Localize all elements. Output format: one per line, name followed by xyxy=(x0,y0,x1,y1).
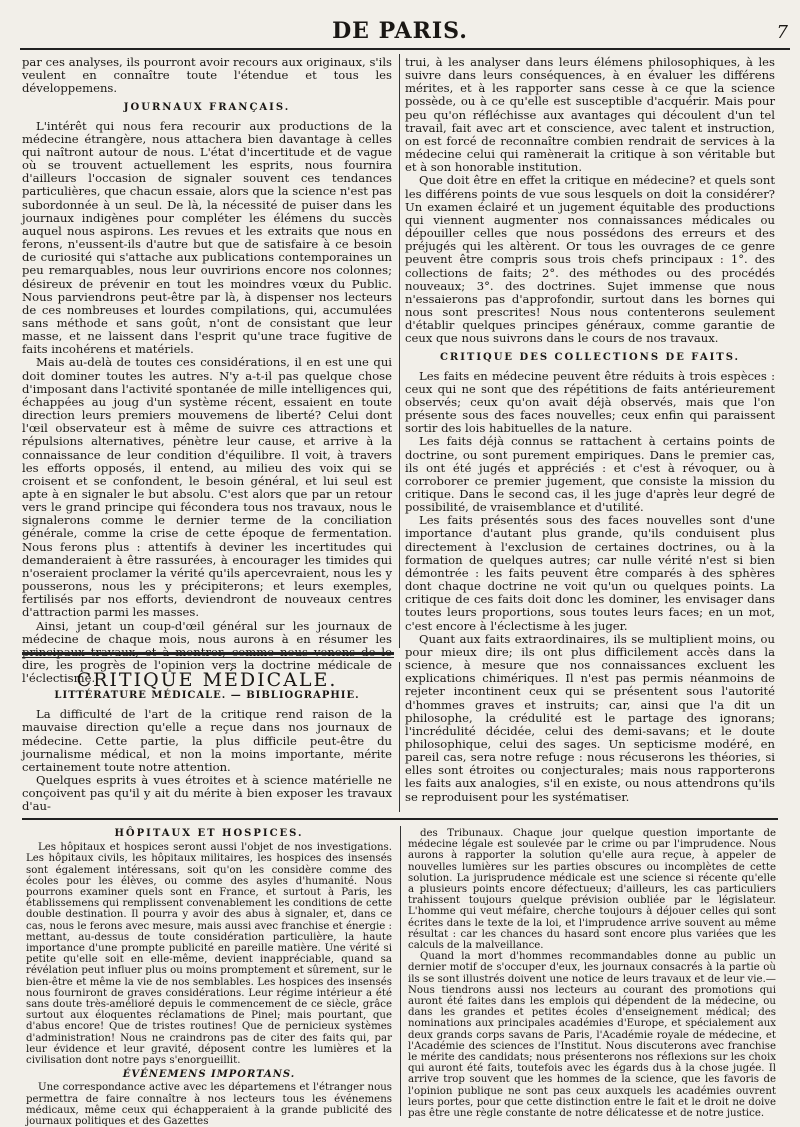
section-heading-collections: CRITIQUE DES COLLECTIONS DE FAITS. xyxy=(439,352,741,364)
bottom-section-rule xyxy=(22,818,778,820)
page-number: 7 xyxy=(776,22,788,43)
paragraph: des Tribunaux. Chaque jour quelque question importante de médecine légale est soulevée par le crime ou par l'imprudence. Nous aurons à rapporter la solution qu'elle aura reçue, à appeler de nouvelles lumières sur les parties obscures ou incomplètes de cette solution. La jurisprudence médicale est une science si récente qu'elle a plusieurs points encore défectueux; d'ailleurs, les cas particuliers trahissent toujours quelque prévision oubliée par le législateur. L'homme qui veut méfaire, cherche toujours à déjouer celles qui sont écrites dans le texte de la loi, et l'imprudence arrive souvent au même résultat : car les chances du hasard sont encore plus variées que les calculs de la malveillance. xyxy=(408,828,776,952)
paragraph: trui, à les analyser dans leurs élémens philosophiques, à les suivre dans leurs conséquences, à en évaluer les différens mérites, et à les rapporter sans cesse à ce que la science possède, ou à ce qu'elle est susceptible d'acquérir. Mais pour peu qu'on réfléchisse aux avantages qui découlent d'un tel travail, fait avec art et conscience, avec talent et instruction, on est forcé de reconnaître combien rendrait de services à la médecine celui qui ramènerait la critique à son véritable but et à son honorable institution. xyxy=(405,55,775,175)
paragraph: Les faits déjà connus se rattachent à certains points de doctrine, ou sont purement empiriques. Dans le premier cas, ils ont été jugés et appréciés : et c'est à révoquer, ou à corroborer ce premier jugement, que consiste la mission du critique. Dans le second cas, il les juge d'après leur degré de possibilité, de vraisemblance et d'utilité. xyxy=(405,434,775,515)
paragraph: La difficulté de l'art de la critique rend raison de la mauvaise direction qu'elle a reçue dans nos journaux de médecine. Cette partie, la plus difficile peut-être du journalisme médical, et non la moins importante, mérite certainement toute notre attention. xyxy=(22,707,392,774)
left-column-top xyxy=(22,55,392,691)
column-divider-lower xyxy=(399,662,400,812)
critique-subtitle: LITTÉRATURE MÉDICALE. — BIBLIOGRAPHIE. xyxy=(54,690,360,702)
paragraph: Les faits en médecine peuvent être réduits à trois espèces : ceux qui ne sont que des répétitions de faits antérieurement observés; ceux qu'on avait déjà observés, mais que l'on présente sous des faces nouvelles; ceux enfin qui paraissent sortir des lois habituelles de la nature. xyxy=(405,368,775,436)
critique-section xyxy=(22,664,392,814)
newspaper-title: DE PARIS. xyxy=(332,18,468,44)
section-heading-hopitaux: HÔPITAUX ET HOSPICES. xyxy=(114,828,304,839)
section-rule-thin xyxy=(22,657,394,658)
page-header xyxy=(0,18,800,48)
bottom-left-column xyxy=(26,826,392,1127)
paragraph: Les faits présentés sous des faces nouvelles sont d'une importance d'autant plus grande, qu'ils conduisent plus directement à l'exclusion de certaines doctrines, ou à la formation de quelques autres; car nulle vérité n'est si bien démontrée : les faits peuvent être comparés à des sphères dont chaque doctrine ne voit qu'un ou quelques points. La critique de ces faits doit donc les dominer, les envisager dans toutes leurs proportions, sous toutes leurs faces; en un mot, c'est encore à l'éclectisme à les juger. xyxy=(405,513,775,633)
right-column-top xyxy=(405,56,775,804)
column-divider xyxy=(399,54,400,648)
paragraph: Que doit être en effet la critique en médecine? et quels sont les différens points de vue sous lesquels on doit la considérer? Un examen éclairé et un jugement équitable des productions qui viennent augmenter nos connaissances médicales ou dépouiller celles que nous possédons des erreurs et des préjugés qui les altèrent. Or tous les ouvrages de ce genre peuvent être compris sous trois chefs principaux : 1°. des collections de faits; 2°. des méthodes ou des procédés nouveaux; 3°. des doctrines. Sujet immense que nous n'essaierons pas d'approfondir, surtout dans les bornes qui nous sont prescrites! Nous nous contenterons seulement d'établir quelques principes généraux, comme garantie de ceux que nous suivrons dans le cours de nos travaux. xyxy=(405,173,775,346)
paragraph: Les hôpitaux et hospices seront aussi l'objet de nos investigations. Les hôpitaux civils, les hôpitaux militaires, les hospices des insensés sont également intéressans, soit qu'on les considère comme des écoles pour les élèves, ou comme des asyles d'humanité. Nous pourrons examiner quels sont en France, et surtout à Paris, les établissemens qui remplissent convenablement les conditions de cette double destination. Il pourra y avoir des abus à signaler, et, dans ce cas, nous le ferons avec mesure, mais aussi avec franchise et énergie : mettant, au-dessus de toute considération particulière, la haute importance d'une prompte publicité en pareille matière. Une vérité si petite qu'elle soit en elle-même, devient inappréciable, quand sa révélation peut influer plus ou moins promptement et sûrement, sur le bien-être et même la vie de nos semblables. Les hospices des insensés nous fourniront de graves considérations. Leur régime intérieur a été sans doute très-amélioré depuis le commencement de ce siècle, grâce surtout aux éloquentes réclamations de Pinel; mais pourtant, que d'abus encore! Que de tristes routines! Que de pernicieux systèmes d'administration! Nous ne craindrons pas de citer des faits qui, par leur évidence et leur gravité, déposent contre les lumières et la civilisation dont notre pays s'enorgueillit. xyxy=(26,842,392,1067)
paragraph: Quant aux faits extraordinaires, ils se multiplient moins, ou pour mieux dire; ils ont plus difficilement accès dans la science, à mesure que nos connaissances excluent les explications chimériques. Il n'est pas permis néanmoins de rejeter incontinent ceux qui se présentent sous l'autorité d'hommes graves et instruits; car, ainsi que l'a dit un philosophe, la crédulité est le partage des ignorans; l'incrédulité décidée, celui des demi-savans; et le doute philosophique, celui des sages. Un septicisme modéré, en pareil cas, sera notre refuge : nous récuserons les théories, si elles sont étroites ou conjecturales; mais nous rapporterons les faits aux analogies, s'il en existe, ou nous attendrons qu'ils se reproduisent pour les systématiser. xyxy=(405,631,775,804)
section-heading-evenemens: ÉVÉNEMENS IMPORTANS. xyxy=(122,1069,296,1081)
paragraph: Quand la mort d'hommes recommandables donne au public un dernier motif de s'occuper d'eux, les journaux consacrés à la partie où ils se sont illustrés doivent une notice de leurs travaux et de leur vie.—Nous tiendrons aussi nos lecteurs au courant des promotions qui auront été faites dans les emplois qui dépendent de la médecine, ou dans les grandes et petites écoles d'enseignement médical; des nominations aux principales académies d'Europe, et spécialement aux deux grands corps savans de Paris, l'Académie royale de médecine, et l'Académie des sciences de l'Institut. Nous discuterons avec franchise le mérite des candidats; nous présenterons nos réflexions sur les choix qui auront été faits, toutefois avec les égards dus à la chose jugée. Il arrive trop souvent que les hommes de la science, que les favoris de l'opinion publique ne sont pas ceux auxquels les académies ouvrent leurs portes, pour que cette distinction entre le fait et le droit ne doive pas être une règle constante de notre délicatesse et de notre justice. xyxy=(408,951,776,1120)
paragraph: Ainsi, jetant un coup-d'œil général sur les journaux de médecine de chaque mois, nous aurons à en résumer les dire, les progrès de l'opinion vers la doctrine médicale de l'éclectisme. xyxy=(22,618,392,686)
paragraph: L'intérêt qui nous fera recourir aux productions de la médecine étrangère, nous attachera bien davantage à celles qui naîtront autour de nous. L'état d'incertitude et de vague où se trouvent actuellement les esprits, nous fournira d'ailleurs l'occasion de signaler souvent ces tendances particulières, que chacun essaie, alors que la science n'est pas subordonnée à un seul. De là, la nécessité de puiser dans les journaux indigènes pour compléter les élémens du succès auquel nous aspirons. Les revues et les extraits que nous en ferons, n'eussent-ils d'autre but que de satisfaire à ce besoin de curiosité qui s'attache aux publications contemporaines un peu remarquables, nous leur ouvririons encore nos colonnes; désireux de prévenir en tout les moindres vœux du Public. Nous parviendrons peut-être par là, à dispenser nos lecteurs de ces nombreuses et lourdes compilations, qui, accumulées sans méthode et sans goût, n'ont de consistant que leur masse, et ne laissent dans l'esprit qu'une trace fugitive de faits incohérens et matériels. xyxy=(22,118,392,357)
bottom-right-column xyxy=(408,828,776,1119)
header-rule xyxy=(20,48,790,50)
section-rule xyxy=(22,652,394,655)
paragraph: Quelques esprits à vues étroites et à science matérielle ne conçoivent pas qu'il y ait du mérite à bien exposer les travaux d'au- xyxy=(22,773,392,814)
paragraph: Une correspondance active avec les départemens et l'étranger nous permettra de faire connaître à nos lecteurs tous les événemens médicaux, même ceux qui échapperaient à la grande publicité des journaux politiques et des Gazettes xyxy=(26,1082,392,1127)
intro-paragraph: par ces analyses, ils pourront avoir recours aux originaux, s'ils veulent en connaître toute l'étendue et tous les développemens. xyxy=(22,55,392,96)
critique-title: CRITIQUE MÉDICALE. xyxy=(76,669,338,691)
column-divider-bottom xyxy=(400,826,401,1116)
paragraph: Mais au-delà de toutes ces considérations, il en est une qui doit dominer toutes les autres. N'y a-t-il pas quelque chose d'imposant dans l'activité spontanée de mille intelligences qui, échappées au joug d'un système récent, essaient en toute direction leurs premiers mouvemens de liberté? Celui dont l'œil observateur est à même de suivre ces attractions et répulsions alternatives, pénètre leur cause, et arrive à la connaissance de leur condition d'équilibre. Il voit, à travers les efforts opposés, il entend, au milieu des voix qui se croisent et se confondent, le besoin général, et lui seul est apte à en signaler le but absolu. C'est alors que par un retour vers le grand principe qui fécondera tous nos travaux, nous le signalerons comme le dernier terme de la conciliation générale, comme la crise de cette époque de fermentation. Nous ferons plus : attentifs à deviner les incertitudes qui demanderaient à être rassurées, à encourager les timides qui n'oseraient proclamer la vérité qu'ils apercevraient, nous les y pousserons, nous les y précipiterons; et leurs exemples, fertilisés par nos efforts, deviendront de nouveaux centres d'attraction parmi les masses. xyxy=(22,355,392,620)
section-heading-journaux: JOURNAUX FRANÇAIS. xyxy=(123,102,291,114)
